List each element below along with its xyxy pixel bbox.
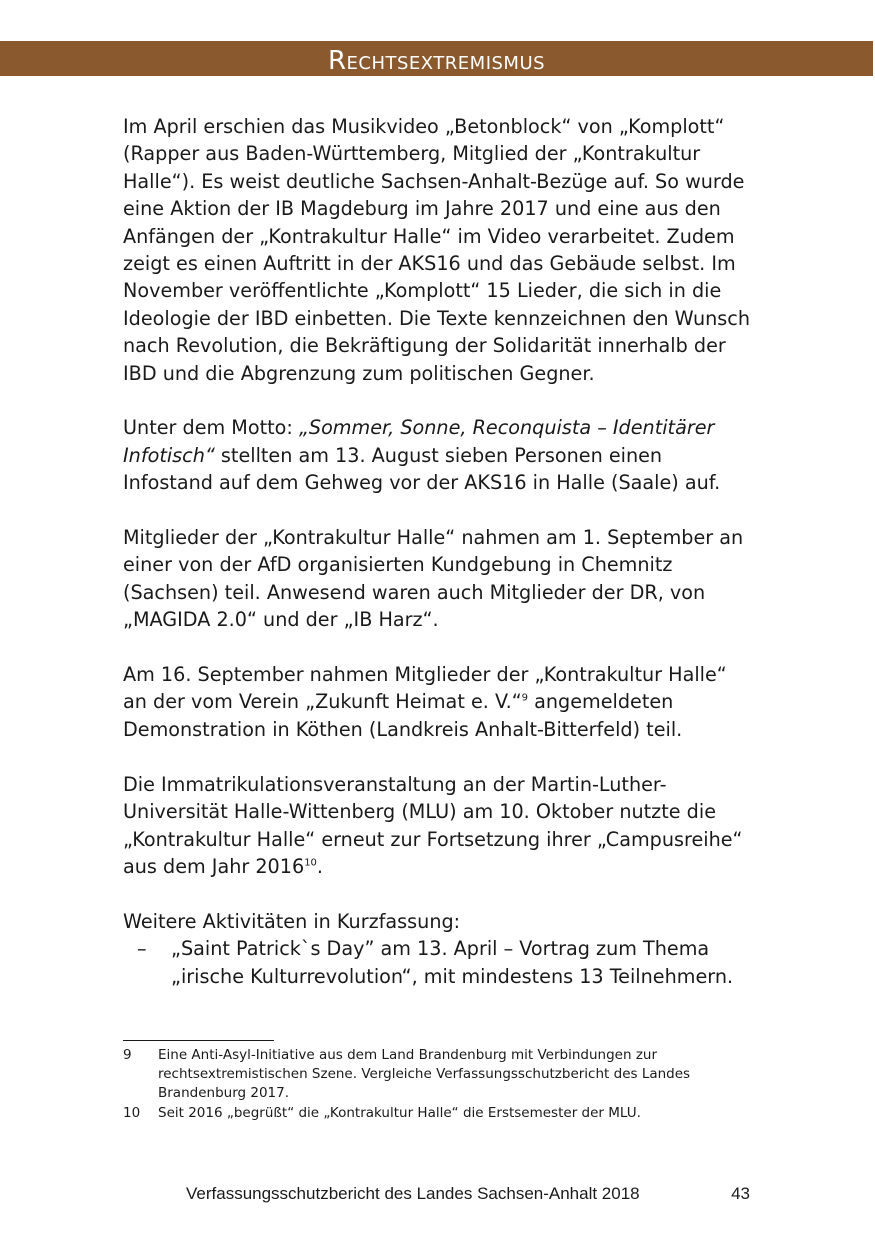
footnote-divider [123,1040,274,1041]
footnote-text: Seit 2016 „begrüßt“ die „Kontrakultur Halle“ die Erstsemester der MLU. [158,1104,641,1121]
paragraph-koethen [123,661,753,743]
paragraph-chemnitz: Mitglieder der „Kontrakultur Halle“ nahmen am 1. September an einer von der AfD organisierten Kundgebung in Chemnitz (Sachsen) teil. Anwesend waren auch Mitglieder der DR, von „MAGIDA 2.0“ und der „IB Harz“. [123,526,744,632]
paragraph-infotisch [123,414,753,496]
paragraph-campusreihe [123,771,753,881]
campus-text-2: . [316,854,324,878]
motto-prefix: Unter dem Motto: [123,416,299,440]
koethen-text-1: Am 16. September nahmen Mitglieder der „Kontrakultur Halle“ an der vom Verein „Zukunft Heimat e. V.“ [123,663,727,714]
page-footer [186,1182,756,1206]
motto-text: „Sommer, Sonne, Reconquista – Identitärer Infotisch“ [123,416,715,467]
footnote-number: 10 [123,1104,141,1121]
dash-bullet: – [137,937,147,961]
footnotes [123,1046,753,1123]
activities-intro: Weitere Aktivitäten in Kurzfassung: [123,909,461,933]
footnote-10 [123,1104,753,1123]
main-content [123,113,753,990]
footnote-9 [123,1046,753,1104]
section-title: Rechtsextremismus [327,46,546,76]
infotisch-text: stellten am 13. August sieben Personen einen Infostand auf dem Gehweg vor der AKS16 in Halle (Saale) auf. [123,443,721,495]
koethen-text-2: angemeldeten Demonstration in Köthen (Landkreis Anhalt-Bitterfeld) teil. [123,690,683,741]
list-item [123,935,753,990]
footer-title: Verfassungsschutzbericht des Landes Sachsen-Anhalt 2018 [186,1184,640,1203]
paragraph-musikvideo: Im April erschien das Musikvideo „Betonblock“ von „Komplott“ (Rapper aus Baden-Württemberg, Mitglied der „Kontrakultur Halle“). Es weist deutliche Sachsen-Anhalt-Bezüge auf. So wurde eine Aktion der IB Magdeburg im Jahre 2017 und eine aus den Anfängen der „Kontrakultur Halle“ im Video verarbeitet. Zudem zeigt es einen Auftritt in der AKS16 und das Gebäude selbst. Im November veröffentlichte „Komplott“ 15 Lieder, die sich in die Ideologie der IBD einbetten. Die Texte kennzeichnen den Wunsch nach Revolution, die Bekräftigung der Solidarität innerhalb der IBD und die Abgrenzung zum politischen Gegner. [123,115,751,385]
activities-list [123,935,753,990]
campus-text-1: Die Immatrikulationsveranstaltung an der Martin-Luther-Universität Halle-Wittenberg (MLU) am 10. Oktober nutzte die „Kontrakultur Halle“ erneut zur Fortsetzung ihrer „Campusreihe“ aus dem Jahr 2016 [123,772,743,878]
page-number: 43 [731,1184,750,1203]
footnote-text: Eine Anti-Asyl-Initiative aus dem Land Brandenburg mit Verbindungen zur rechtsextremistischen Szene. Vergleiche Verfassungsschutzbericht des Landes Brandenburg 2017. [158,1047,691,1102]
footnote-ref-10[interactable]: 10 [304,857,317,869]
list-item-text: „Saint Patrick`s Day” am 13. April – Vortrag zum Thema „irische Kulturrevolution“, mit mindestens 13 Teilnehmern. [171,937,734,988]
footnote-number: 9 [123,1047,132,1063]
footnote-ref-9[interactable]: 9 [521,693,529,705]
